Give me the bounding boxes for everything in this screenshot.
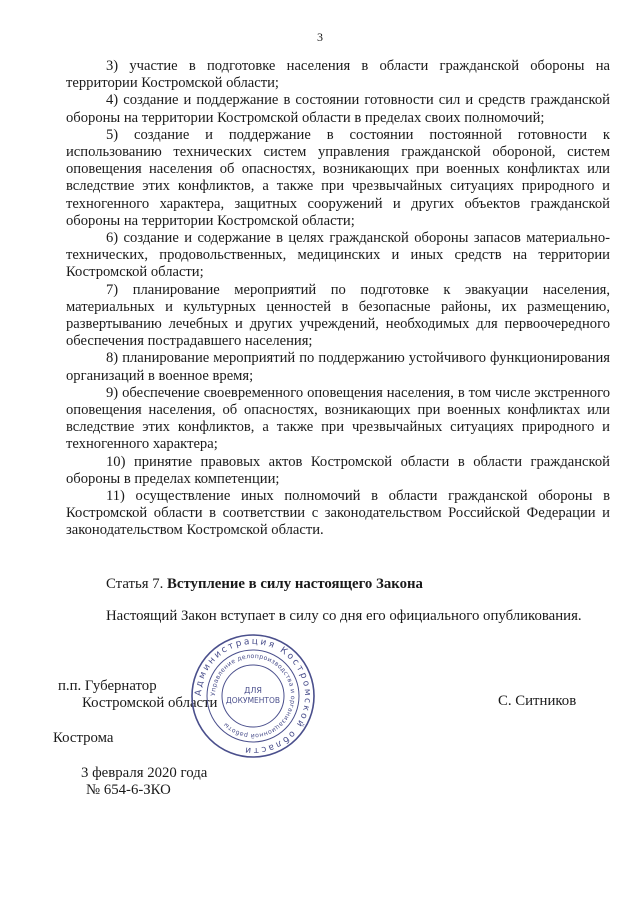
list-item: 8) планирование мероприятий по поддержанию устойчивого функционирования организаций в военное время;	[66, 350, 610, 384]
page-number: 3	[317, 30, 323, 44]
list-item: 5) создание и поддержание в состоянии постоянной готовности к использованию технических систем управления гражданской обороной, систем оповещения населения об опасностях, возникающих при военных конфликтах или вследствие этих конфликтов, а также при чрезвычайных ситуациях природного и техногенного характера, защитных сооружений и других объектов гражданской обороны на территории Костромской области;	[66, 126, 610, 229]
law-body	[66, 58, 610, 540]
list-item: 7) планирование мероприятий по подготовке к эвакуации населения, материальных и культурных ценностей в безопасные районы, их размещению, развертыванию лечебных и других учреждений, необходимых для первоочередного обеспечения пострадавшего населения;	[66, 281, 610, 350]
stamp-inner-text: Управление делопроизводства и организационной работы	[209, 652, 297, 740]
stamp-center-line1: ДЛЯ	[244, 686, 262, 695]
official-stamp	[190, 633, 316, 759]
list-item: 6) создание и содержание в целях гражданской обороны запасов материально-технических, продовольственных, медицинских и иных средств на территории Костромской области;	[66, 230, 610, 281]
stamp-outer-text: Администрация Костромской области	[193, 636, 313, 756]
list-item: 4) создание и поддержание в состоянии готовности сил и средств гражданской обороны на территории Костромской области в пределах своих полномочий;	[66, 92, 610, 126]
signer-name: С. Ситников	[498, 693, 577, 709]
list-item: 11) осуществление иных полномочий в области гражданской обороны в Костромской области в соответствии с законодательством Российской Федерации и законодательством Костромской области.	[66, 488, 610, 539]
place: Кострома	[53, 730, 114, 746]
law-number: № 654-6-ЗКО	[86, 782, 171, 798]
signer-role-line2: Костромской области	[82, 695, 218, 711]
list-item: 3) участие в подготовке населения в области гражданской обороны на территории Костромской области;	[66, 58, 610, 92]
signer-role-line1: п.п. Губернатор	[58, 678, 157, 694]
article-prefix: Статья 7.	[106, 576, 164, 592]
list-item: 10) принятие правовых актов Костромской области в области гражданской обороны в пределах компетенции;	[66, 453, 610, 487]
list-item: 9) обеспечение своевременного оповещения населения, в том числе экстренного оповещения населения, об опасностях, возникающих при военных конфликтах или вследствие этих конфликтов, а также при чрезвычайных ситуациях природного и техногенного характера;	[66, 384, 610, 453]
date: 3 февраля 2020 года	[81, 765, 208, 781]
article-title: Вступление в силу настоящего Закона	[167, 576, 423, 592]
enactment-text: Настоящий Закон вступает в силу со дня его официального опубликования.	[106, 608, 582, 624]
stamp-center-line2: ДОКУМЕНТОВ	[225, 696, 281, 705]
article-heading	[106, 576, 423, 593]
